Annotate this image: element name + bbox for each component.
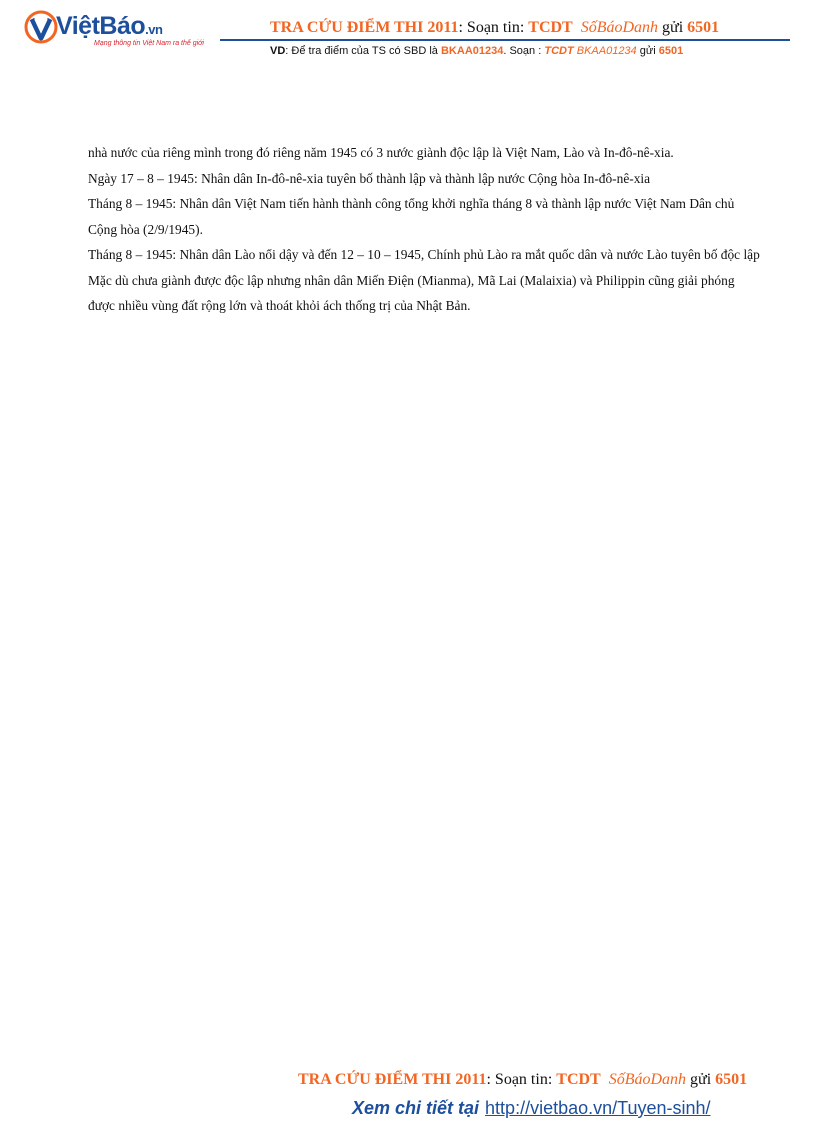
header-vd-label: VD (270, 45, 286, 57)
logo-tld: .vn (145, 22, 163, 37)
footer-sms-number: 6501 (715, 1071, 748, 1088)
header-soan-tin: Soạn tin: (466, 19, 529, 36)
vietbao-v-logo-icon (24, 10, 58, 44)
body-paragraph: Tháng 8 – 1945: Nhân dân Lào nổi dậy và đến 12 – 10 – 1945, Chính phủ Lào ra mắt quốc dân và nước Lào tuyên bố độc lập (88, 247, 760, 262)
body-paragraph: Tháng 8 – 1945: Nhân dân Việt Nam tiến hành thành công tổng khởi nghĩa tháng 8 và thành lập nước Việt Nam Dân chủ Cộng hòa (2/9/1945). (88, 196, 735, 237)
document-body (88, 140, 763, 319)
header-example-code: TCDT (544, 45, 574, 57)
header-sbd-example: BKAA01234 (440, 45, 504, 57)
footer-banner-title: TRA CỨU ĐIỂM THI 2011 (298, 1071, 487, 1088)
header-sms-code: TCDT (528, 19, 573, 36)
header-lookup-banner: TRA CỨU ĐIỂM THI 2011: Soạn tin: TCDT SốBáoDanh gửi 6501 (270, 19, 720, 36)
footer-sbd-placeholder: SốBáoDanh (608, 1071, 687, 1088)
header-sms-number: 6501 (687, 19, 720, 36)
vietbao-logo[interactable] (24, 10, 204, 50)
footer-details-line (352, 1097, 711, 1119)
footer-see-details-label: Xem chi tiết tại (352, 1098, 480, 1118)
body-paragraph: Mặc dù chưa giành được độc lập nhưng nhân dân Miến Điện (Mianma), Mã Lai (Malaixia) và Philippin cũng giải phóng được nhiều vùng đất rộng lớn và thoát khỏi ách thống trị của Nhật Bản. (88, 272, 735, 313)
header-banner-title: TRA CỨU ĐIỂM THI 2011 (270, 19, 459, 36)
footer-lookup-banner: TRA CỨU ĐIỂM THI 2011: Soạn tin: TCDT SốBáoDanh gửi 6501 (298, 1071, 748, 1088)
body-paragraph: nhà nước của riêng mình trong đó riêng năm 1945 có 3 nước giành độc lập là Việt Nam, Lào và In-đô-nê-xia. (88, 145, 674, 160)
header-divider (220, 39, 790, 41)
footer-tuyen-sinh-link[interactable]: http://vietbao.vn/Tuyen-sinh/ (485, 1098, 711, 1118)
footer-sms-code: TCDT (556, 1071, 601, 1088)
logo-tagline: Mạng thông tin Việt Nam ra thế giới (94, 40, 204, 47)
header-example-number: 6501 (658, 45, 684, 57)
logo-brand-viet: Việt (56, 12, 100, 40)
header-example-sbd2: BKAA01234 (576, 45, 637, 57)
header-example-line: VD: Để tra điểm của TS có SBD là BKAA01234. Soạn : TCDT BKAA01234 gửi 6501 (270, 45, 684, 57)
footer-soan-tin: Soạn tin: (494, 1071, 557, 1088)
logo-brand-bao: Báo (99, 12, 146, 40)
body-paragraph: Ngày 17 – 8 – 1945: Nhân dân In-đô-nê-xia tuyên bố thành lập và thành lập nước Cộng hòa In-đô-nê-xia (88, 170, 651, 186)
header-sbd-placeholder: SốBáoDanh (580, 19, 659, 36)
